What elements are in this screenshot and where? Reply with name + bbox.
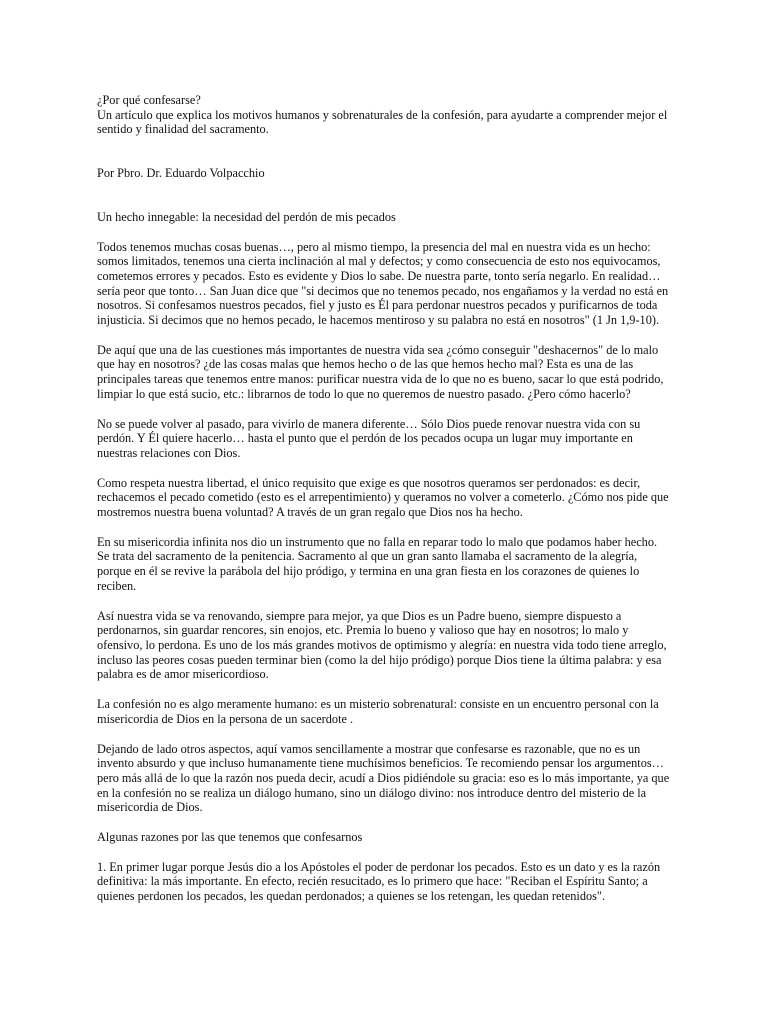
- paragraph: La confesión no es algo meramente humano: es un misterio sobrenatural: consiste en un encuentro personal con la misericordia de Dios en la persona de un sacerdote .: [97, 697, 659, 726]
- section-heading: Algunas razones por las que tenemos que confesarnos: [97, 830, 363, 845]
- paragraph: Dejando de lado otros aspectos, aquí vamos sencillamente a mostrar que confesarse es razonable, que no es un invento absurdo y que incluso humanamente tiene muchísimos beneficios. Te recomiendo pensar los argumentos… pero más allá de lo que la razón nos pueda decir, acudí a Dios pidiéndole su gracia: eso es lo más importante, ya que en la confesión no se realiza un diálogo humano, sino un diálogo divino: nos introduce dentro del misterio de la misericordia de Dios.: [97, 741, 670, 815]
- paragraph: Como respeta nuestra libertad, el único requisito que exige es que nosotros queramos ser perdonados: es decir, rechacemos el pecado cometido (esto es el arrepentimiento) y queramos no volver a cometerlo. ¿Cómo nos pide que mostremos nuestra buena voluntad? A través de un gran regalo que Dios nos ha hecho.: [97, 475, 669, 520]
- section-heading: Un hecho innegable: la necesidad del perdón de mis pecados: [97, 209, 396, 224]
- document-subtitle: Un artículo que explica los motivos humanos y sobrenaturales de la confesión, para ayudarte a comprender mejor el sentido y finalidad del sacramento.: [97, 107, 668, 137]
- paragraph: Así nuestra vida se va renovando, siempre para mejor, ya que Dios es un Padre bueno, siempre dispuesto a perdonarnos, sin guardar rencores, sin enojos, etc. Premia lo bueno y valioso que hay en nosotros; lo malo y ofensivo, lo perdona. Es uno de los más grandes motivos de optimismo y alegría: en nuestra vida todo tiene arreglo, incluso las peores cosas pueden terminar bien (como la del hijo pródigo) porque Dios tiene la última palabra: y esa palabra es de amor misericordioso.: [97, 608, 667, 682]
- author-line: Por Pbro. Dr. Eduardo Volpacchio: [97, 166, 265, 181]
- paragraph: Todos tenemos muchas cosas buenas…, pero al mismo tiempo, la presencia del mal en nuestra vida es un hecho: somos limitados, tenemos una cierta inclinación al mal y defectos; y como consecuencia de esto nos equivocamos, cometemos errores y pecados. Esto es evidente y Dios lo sabe. De nuestra parte, tonto sería negarlo. En realidad… sería peor que tonto… San Juan dice que "si decimos que no tenemos pecado, nos engañamos y la verdad no está en nosotros. Si confesamos nuestros pecados, fiel y justo es Él para perdonar nuestros pecados y purificarnos de toda injusticia. Si decimos que no hemos pecado, le hacemos mentiroso y su palabra no está en nosotros" (1 Jn 1,9-10).: [97, 239, 669, 328]
- page-bottom-margin: [0, 1004, 768, 1024]
- document-body: [97, 93, 671, 904]
- paragraph: De aquí que una de las cuestiones más importantes de nuestra vida sea ¿cómo conseguir "deshacernos" de lo malo que hay en nosotros? ¿de las cosas malas que hemos hecho o de las que hemos hecho mal? Esta es una de las principales tareas que tenemos entre manos: purificar nuestra vida de lo que no es bueno, sacar lo que está podrido, limpiar lo que está sucio, etc.: librarnos de todo lo que no queremos de nuestro pasado. ¿Pero cómo hacerlo?: [97, 342, 664, 401]
- paragraph: 1. En primer lugar porque Jesús dio a los Apóstoles el poder de perdonar los pecados. Esto es un dato y es la razón definitiva: la más importante. En efecto, recién resucitado, es lo primero que hace: "Reciban el Espíritu Santo; a quienes perdonen los pecados, les quedan perdonados; a quienes se los retengan, les quedan retenidos".: [97, 859, 661, 904]
- document-title: ¿Por qué confesarse?: [97, 93, 201, 107]
- paragraph: En su misericordia infinita nos dio un instrumento que no falla en reparar todo lo malo que podamos haber hecho. Se trata del sacramento de la penitencia. Sacramento al que un gran santo llamaba el sacramento de la alegría, porque en él se revive la parábola del hijo pródigo, y termina en una gran fiesta en los corazones de quienes lo reciben.: [97, 534, 658, 593]
- paragraph: No se puede volver al pasado, para vivirlo de manera diferente… Sólo Dios puede renovar nuestra vida con su perdón. Y Él quiere hacerlo… hasta el punto que el perdón de los pecados ocupa un lugar muy importante en nuestras relaciones con Dios.: [97, 416, 641, 460]
